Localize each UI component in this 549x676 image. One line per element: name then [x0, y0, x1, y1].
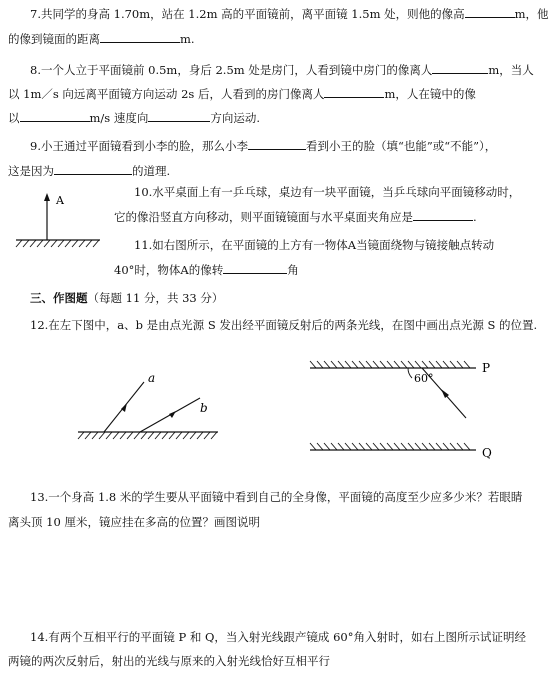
- q8-text-4: m，人在镜中的像: [384, 87, 476, 101]
- hatch-mark: [65, 240, 71, 247]
- hatch-mark: [58, 240, 64, 247]
- hatch-mark: [51, 240, 57, 247]
- q7-text-1: 7.共同学的身高 1.70m，站在 1.2m 高的平面镜前，离平面镜 1.5m 处，则他的像高: [30, 7, 465, 21]
- hatch-mark: [436, 443, 442, 450]
- q9-line2: [8, 163, 170, 179]
- hatch-mark: [204, 432, 210, 439]
- hatch-mark: [394, 443, 400, 450]
- hatch-mark: [324, 443, 330, 450]
- q11-blank-angle[interactable]: [223, 262, 287, 274]
- hatch-mark: [141, 432, 147, 439]
- hatch-mark: [401, 443, 407, 450]
- hatch-mark: [373, 443, 379, 450]
- hatch-mark: [443, 361, 449, 368]
- q8-blank-3[interactable]: [20, 110, 90, 122]
- hatch-mark: [120, 432, 126, 439]
- q14-line2: 两镜的两次反射后，射出的光线与原来的入射光线恰好互相平行: [8, 654, 330, 668]
- hatch-mark: [450, 443, 456, 450]
- hatch-mark: [464, 361, 470, 368]
- hatch-mark: [317, 361, 323, 368]
- q9-blank-2[interactable]: [54, 163, 132, 175]
- hatch-mark: [394, 361, 400, 368]
- hatch-mark: [197, 432, 203, 439]
- hatch-mark: [324, 361, 330, 368]
- section-heading: [30, 291, 223, 306]
- hatch-mark: [366, 361, 372, 368]
- hatch-mark: [401, 361, 407, 368]
- hatch-mark: [387, 443, 393, 450]
- hatch-mark: [443, 443, 449, 450]
- hatch-mark: [450, 361, 456, 368]
- hatch-mark: [373, 361, 379, 368]
- hatch-mark: [436, 361, 442, 368]
- q10-text-2: .: [473, 210, 477, 224]
- hatch-mark: [317, 443, 323, 450]
- hatch-mark: [408, 361, 414, 368]
- hatch-mark: [134, 432, 140, 439]
- q12-text: 12.在左下图中，a、b 是由点光源 S 发出经平面镜反射后的两条光线，在图中画出点光源 S 的位置.: [30, 318, 538, 332]
- hatch-mark: [345, 443, 351, 450]
- q9-blank-1[interactable]: [248, 138, 306, 150]
- hatch-mark: [422, 361, 428, 368]
- mirror-hatching: [16, 240, 99, 247]
- section-title: 三、作图题: [30, 291, 88, 305]
- parallel-mirrors-figure: [306, 358, 496, 466]
- hatch-mark: [106, 432, 112, 439]
- q8-text-2: m，当人: [488, 63, 534, 77]
- hatch-mark: [352, 361, 358, 368]
- q7-blank-image-distance[interactable]: [100, 31, 180, 43]
- hatch-mark: [30, 240, 36, 247]
- hatch-mark: [422, 443, 428, 450]
- hatch-mark: [183, 432, 189, 439]
- q9-line1: [30, 138, 496, 154]
- hatch-mark: [93, 240, 99, 247]
- hatch-mark: [79, 240, 85, 247]
- hatch-mark: [457, 443, 463, 450]
- q9-text-1: 9.小王通过平面镜看到小李的脸，那么小李: [30, 139, 248, 153]
- hatch-mark: [457, 361, 463, 368]
- q8-line3: [8, 110, 260, 126]
- q10-line2: [114, 209, 477, 225]
- hatch-mark: [113, 432, 119, 439]
- hatch-mark: [162, 432, 168, 439]
- hatch-mark: [380, 361, 386, 368]
- q8-text-5: 以: [8, 111, 20, 125]
- hatch-mark: [352, 443, 358, 450]
- object-a-label: A: [56, 194, 64, 207]
- hatch-mark: [310, 443, 316, 450]
- hatch-mark: [211, 432, 217, 439]
- section-note: （每题 11 分，共 33 分）: [87, 291, 224, 305]
- hatch-mark: [148, 432, 154, 439]
- q8-blank-1[interactable]: [432, 62, 488, 74]
- q7-text-4: m.: [180, 32, 195, 46]
- object-a-arrowhead: [44, 193, 50, 201]
- q8-text-3: 以 1m／s 向远离平面镜方向运动 2s 后，人看到的房门像离人: [8, 87, 325, 101]
- q11-text-1: 40°时，物体A的像转: [114, 263, 224, 277]
- q7-text-2: m，他: [514, 7, 549, 21]
- hatch-mark: [359, 361, 365, 368]
- hatch-mark: [345, 361, 351, 368]
- ray-b-label: b: [200, 401, 208, 415]
- hatch-mark: [366, 443, 372, 450]
- hatch-mark: [99, 432, 105, 439]
- q8-text-7: 方向运动.: [210, 111, 260, 125]
- hatch-mark: [37, 240, 43, 247]
- hatch-mark: [387, 361, 393, 368]
- hatch-mark: [415, 361, 421, 368]
- q8-text-1: 8.一个人立于平面镜前 0.5m，身后 2.5m 处是房门，人看到镜中房门的像离人: [30, 63, 433, 77]
- q7-line2: [8, 31, 195, 47]
- ray-a-arrowhead: [121, 403, 127, 412]
- q9-text-3: 这是因为: [8, 164, 54, 178]
- angle-label: 60°: [414, 372, 434, 385]
- hatch-mark: [127, 432, 133, 439]
- hatch-mark: [408, 443, 414, 450]
- q8-line1: [30, 62, 534, 78]
- hatch-mark: [429, 443, 435, 450]
- q9-text-2: 看到小王的脸（填“也能”或“不能”），: [305, 139, 497, 153]
- rays-ab-figure: [74, 370, 224, 450]
- q10-line1: 10.水平桌面上有一乒乓球，桌边有一块平面镜，当乒乓球向平面镜移动时，: [134, 185, 521, 199]
- q8-line2: [8, 86, 476, 102]
- hatch-mark: [338, 443, 344, 450]
- q11-line1: 11.如右图所示，在平面镜的上方有一物体A当镜面绕物与镜接触点转动: [134, 238, 495, 252]
- hatch-mark: [72, 240, 78, 247]
- q9-text-4: 的道理.: [132, 164, 171, 178]
- hatch-mark: [176, 432, 182, 439]
- q8-text-6: m/s 速度向: [89, 111, 149, 125]
- q10-blank-angle[interactable]: [413, 209, 473, 221]
- angle-arc: [408, 368, 412, 378]
- q10-text-1: 它的像沿竖直方向移动，则平面镜镜面与水平桌面夹角应是: [114, 210, 413, 224]
- hatch-mark: [338, 361, 344, 368]
- hatch-mark: [190, 432, 196, 439]
- hatch-mark: [331, 361, 337, 368]
- mirror-p-hatching: [310, 361, 470, 368]
- hatch-mark: [78, 432, 84, 439]
- mirror-q-label: Q: [482, 446, 492, 460]
- mirror-hatching-left: [78, 432, 217, 439]
- hatch-mark: [92, 432, 98, 439]
- hatch-mark: [359, 443, 365, 450]
- q11-text-2: 角: [287, 263, 299, 277]
- hatch-mark: [429, 361, 435, 368]
- ray-a-label: a: [148, 371, 156, 385]
- q7-text-3: 的像到镜面的距离: [8, 32, 100, 46]
- q11-line2: [114, 262, 299, 278]
- mirror-q-hatching: [310, 443, 470, 450]
- hatch-mark: [155, 432, 161, 439]
- hatch-mark: [415, 443, 421, 450]
- object-mirror-figure: [14, 190, 106, 260]
- q14-line1: 14.有两个互相平行的平面镜 P 和 Q，当入射光线跟产镜成 60°角入射时，如右上图所示试证明经: [30, 630, 526, 644]
- q8-blank-2[interactable]: [324, 86, 384, 98]
- hatch-mark: [310, 361, 316, 368]
- hatch-mark: [85, 432, 91, 439]
- q13-line2: 离头顶 10 厘米，镜应挂在多高的位置？画图说明: [8, 515, 260, 529]
- hatch-mark: [464, 443, 470, 450]
- q7-blank-image-height[interactable]: [465, 6, 515, 18]
- hatch-mark: [16, 240, 22, 247]
- hatch-mark: [380, 443, 386, 450]
- hatch-mark: [169, 432, 175, 439]
- ray-b-arrowhead: [169, 411, 176, 418]
- hatch-mark: [86, 240, 92, 247]
- hatch-mark: [23, 240, 29, 247]
- mirror-p-label: P: [482, 361, 491, 375]
- hatch-mark: [44, 240, 50, 247]
- q13-line1: 13.一个身高 1.8 米的学生要从平面镜中看到自己的全身像，平面镜的高度至少应多少米？若眼睛: [30, 490, 523, 504]
- q7-line1: [30, 6, 549, 22]
- q8-blank-4[interactable]: [148, 110, 210, 122]
- hatch-mark: [331, 443, 337, 450]
